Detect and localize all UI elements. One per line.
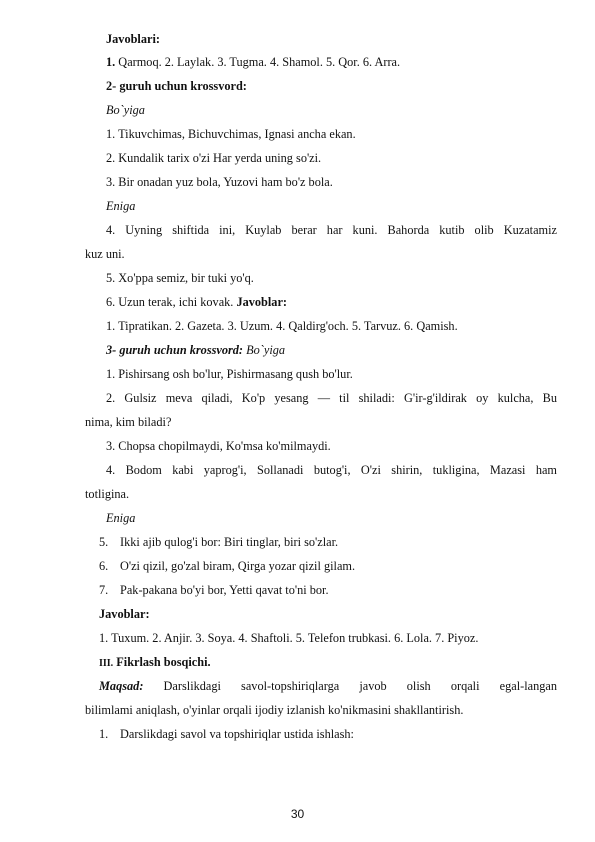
riddle-3-3: 3. Chopsa chopilmaydi, Ko'msa ko'milmaydi.	[106, 439, 331, 453]
riddle-2-2: 2. Kundalik tarix o'zi Har yerda uning so'zi.	[106, 151, 322, 165]
label-horizontal-1: Eniga	[106, 199, 136, 213]
riddle-2-6-text: 6. Uzun terak, ichi kovak.	[106, 295, 237, 309]
goal-label: Maqsad:	[99, 679, 144, 693]
heading-group-2: 2- guruh uchun krossvord:	[106, 79, 247, 93]
answers-line-1	[106, 55, 557, 69]
section-heading	[99, 655, 571, 671]
riddle-3-1: 1. Pishirsang osh bo'lur, Pishirmasang qush bo'lur.	[106, 367, 353, 381]
answers-num: 1.	[106, 55, 116, 69]
riddle-2-3: 3. Bir onadan yuz bola, Yuzovi ham bo'z bola.	[106, 175, 333, 189]
task-item-1-text: Darslikdagi savol va topshiriqlar ustida ishlash:	[120, 727, 354, 741]
goal-line-1	[99, 679, 557, 693]
goal-line-2: bilimlami aniqlash, o'yinlar orqali ijodiy izlanish ko'nikmasini shakllantirish.	[85, 703, 464, 717]
task-item-1-num: 1.	[99, 727, 109, 741]
riddle-3-5-num: 5.	[99, 535, 109, 549]
riddle-3-2-line-2: nima, kim biladi?	[85, 415, 172, 429]
riddle-3-7-text: Pak-pakana bo'yi bor, Yetti qavat to'ni bor.	[120, 583, 329, 597]
goal-text: Darslikdagi savol-topshiriqlarga javob olish orqali egal-langan	[143, 679, 557, 693]
riddle-2-6	[106, 295, 557, 309]
answers-line-2: 1. Tipratikan. 2. Gazeta. 3. Uzum. 4. Qaldirg'och. 5. Tarvuz. 6. Qamish.	[106, 319, 458, 333]
riddle-3-7-num: 7.	[99, 583, 109, 597]
riddle-3-4-line-2: totligina.	[85, 487, 130, 501]
heading-group-3-line	[106, 343, 557, 357]
riddle-3-6-text: O'zi qizil, go'zal biram, Qirga yozar qizil gilam.	[120, 559, 356, 573]
section-roman-numeral: III.	[99, 658, 114, 669]
heading-answers-1: Javoblari:	[106, 32, 160, 46]
riddle-3-6-num: 6.	[99, 559, 109, 573]
heading-group-3: 3- guruh uchun krossvord:	[106, 343, 244, 357]
riddle-2-4-line-1: 4. Uyning shiftida ini, Kuylab berar har kuni. Bahorda kutib olib Kuzatamiz	[106, 223, 557, 237]
riddle-3-2-line-1: 2. Gulsiz meva qiladi, Ko'p yesang — til shiladi: G'ir-g'ildirak oy kulcha, Bu	[106, 391, 557, 405]
riddle-2-5: 5. Xo'ppa semiz, bir tuki yo'q.	[106, 271, 254, 285]
label-vertical-1: Bo`yiga	[106, 103, 145, 117]
section-title: Fikrlash bosqichi.	[113, 655, 211, 669]
riddle-2-1: 1. Tikuvchimas, Bichuvchimas, Ignasi ancha ekan.	[106, 127, 356, 141]
page-number: 30	[290, 807, 305, 821]
riddle-3-5-text: Ikki ajib qulog'i bor: Biri tinglar, biri so'zlar.	[120, 535, 339, 549]
heading-answers-3: Javoblar:	[99, 607, 150, 621]
riddle-2-4-line-2: kuz uni.	[85, 247, 125, 261]
answers-text: Qarmoq. 2. Laylak. 3. Tugma. 4. Shamol. 5. Qor. 6. Arra.	[115, 55, 401, 69]
label-vertical-2: Bo`yiga	[246, 343, 286, 357]
heading-answers-2: Javoblar:	[236, 295, 288, 309]
label-horizontal-2: Eniga	[106, 511, 136, 525]
answers-line-3: 1. Tuxum. 2. Anjir. 3. Soya. 4. Shaftoli. 5. Telefon trubkasi. 6. Lola. 7. Piyoz.	[99, 631, 479, 645]
riddle-3-4-line-1: 4. Bodom kabi yaprog'i, Sollanadi butog'i, O'zi shirin, tukligina, Mazasi ham	[106, 463, 557, 477]
